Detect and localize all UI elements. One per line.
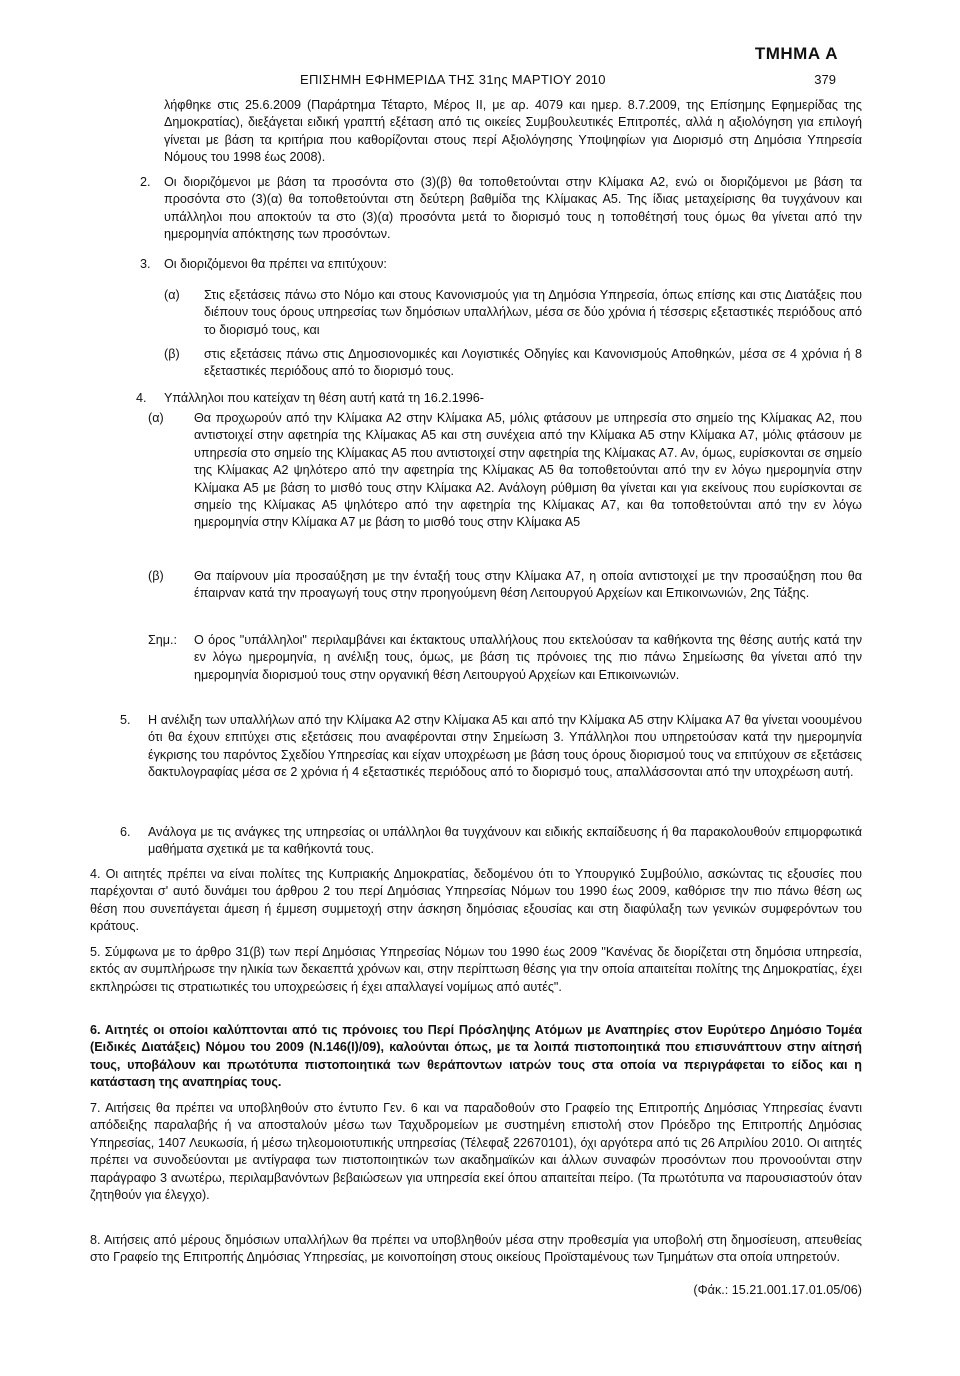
subitem-label: (β) <box>164 347 180 361</box>
item-number: 2. <box>140 175 151 189</box>
item-4a-text: Θα προχωρούν από την Κλίμακα Α2 στην Κλίμακα Α5, μόλις φτάσουν με υπηρεσία στο σημείο της Κλίμακας Α2, που αντιστοιχεί στην αφετηρία της Κλίμακας Α5 και στη συνέχεια από την Κλίμακα Α5 στην Κλίμακα Α7, μόλις φτάσουν με υπηρεσία στο σημείο της Κλίμακας Α5 που αντιστοιχεί στην αφετηρία της Κλίμακας Α7. Αν, όμως, ευρίσκονται σε σημείο της Κλίμακας Α2 ψηλότερο από την αφετηρία της Κλίμακας Α5 θα τοποθετούνται από την εν λόγω ημερομηνία στην Κλίμακα Α5 με βάση το μισθό τους στην Κλίμακα Α2. Ανάλογη ρύθμιση θα γίνεται και για εκείνους που ευρίσκονται σε σημείο της Κλίμακας Α5 ψηλότερο από την αφετηρία της Κλίμακας Α7, και θα τοποθετούνται από την εν λόγω ημερομηνία στην Κλίμακα Α7 με βάση το μισθό τους στην Κλίμακα Α5 <box>194 411 862 530</box>
section-6-paragraph: 6. Αιτητές οι οποίοι καλύπτονται από τις πρόνοιες του Περί Πρόσληψης Ατόμων με Αναπηρίες στον Ευρύτερο Δημόσιο Τομέα (Ειδικές Διατάξεις) Νόμου του 2009 (Ν.146(Ι)/09), καλούνται όπως, με τα λοιπά πιστοποιητικά που επισυνάπτουν στην αίτησή τους, υποβάλουν και πρωτότυπα πιστοποιητικά των θεράποντων ιατρών τους στα οποία να περιγράφεται το είδος και η κατάσταση της αναπηρίας τους. <box>90 1023 862 1090</box>
subitem-label: (β) <box>148 569 164 583</box>
item-4-text: Υπάλληλοι που κατείχαν τη θέση αυτή κατά τη 16.2.1996- <box>164 391 484 405</box>
section-8-paragraph: 8. Αιτήσεις από μέρους δημόσιων υπαλλήλων θα πρέπει να υποβληθούν μέσα στην προθεσμία για υποβολή στη δημοσίευση, απευθείας στο Γραφείο της Επιτροπής Δημόσιας Υπηρεσίας, με κοινοποίηση στους οικείους Προϊσταμένους των Τμημάτων στα οποία υπηρετούν. <box>90 1233 862 1265</box>
note-text: Ο όρος "υπάλληλοι" περιλαμβάνει και έκτακτους υπαλλήλους που εκτελούσαν τα καθήκοντα της θέσης αυτής κατά την εν λόγω ημερομηνία, η ανέλιξη τους, όμως, με βάση τις πρόνοιες της πιο πάνω Σημείωσης θα γίνεται από την ημερομηνία διορισμού τους στην οργανική θέση Λειτουργού Αρχείων και Επικοινωνιών. <box>194 633 862 682</box>
item-number: 6. <box>120 825 131 839</box>
note-label: Σημ.: <box>148 633 178 647</box>
item-number: 5. <box>120 713 131 727</box>
item-3b-text: στις εξετάσεις πάνω στις Δημοσιονομικές και Λογιστικές Οδηγίες και Κανονισμούς Αποθηκών, μέσα σε 4 χρόνια ή 8 εξεταστικές περιόδους από το διορισμό τους. <box>204 347 862 379</box>
intro-paragraph: λήφθηκε στις 25.6.2009 (Παράρτημα Τέταρτο, Μέρος ΙΙ, με αρ. 4079 και ημερ. 8.7.2009, της Επίσημης Εφημερίδας της Δημοκρατίας), διεξάγεται ειδική γραπτή εξέταση από τις οικείες Συμβουλευτικές Επιτροπές, αλλά η αξιολόγηση για επιλογή γίνεται με βάση τα κριτήρια που καθορίζονται στους περί Αξιολόγησης Υποψηφίων για Διορισμό στη Δημόσια Υπηρεσία Νόμους του 1998 έως 2008). <box>164 98 862 165</box>
item-number: 3. <box>140 257 151 271</box>
subitem-label: (α) <box>148 411 164 425</box>
page-number: 379 <box>814 72 836 87</box>
item-5-text: Η ανέλιξη των υπαλλήλων από την Κλίμακα Α2 στην Κλίμακα Α5 και από την Κλίμακα Α5 στην Κλίμακα Α7 θα γίνεται νοουμένου ότι θα έχουν επιτύχει στις εξετάσεις που αναφέρονται στην Σημείωση 3. Υπάλληλοι που υπηρετούσαν κατά την ημερομηνία έγκρισης του παρόντος Σχεδίου Υπηρεσίας και είχαν υποχρέωση με βάση τους όρους διορισμού τους να επιτύχουν σε εξετάσεις δακτυλογραφίας μέσα σε 2 χρόνια ή 4 εξεταστικές περιόδους από το διορισμό τους, απαλλάσσονται από την υποχρέωση αυτή. <box>148 713 862 780</box>
section-4-paragraph: 4. Οι αιτητές πρέπει να είναι πολίτες της Κυπριακής Δημοκρατίας, δεδομένου ότι το Υπουργικό Συμβούλιο, ασκώντας τις εξουσίες που παρέχονται σ' αυτό δυνάμει του άρθρου 2 του περί Δημόσιας Υπηρεσίας Νόμων του 1990 έως 2009, καθόρισε την πιο πάνω θέση ως θέση που συνεπάγεται άμεση ή έμμεση συμμετοχή στην άσκηση δημόσιας εξουσίας και στη διαφύλαξη των γενικών συμφερόντων του κράτους. <box>90 867 862 934</box>
item-4b-text: Θα παίρνουν μία προσαύξηση με την ένταξή τους στην Κλίμακα Α7, η οποία αντιστοιχεί με την προσαύξηση που θα έπαιρναν κατά την προαγωγή τους στην προηγούμενη θέση Λειτουργού Αρχείων και Επικοινωνιών, 2ης Τάξης. <box>194 569 862 601</box>
item-3a-text: Στις εξετάσεις πάνω στο Νόμο και στους Κανονισμούς για τη Δημόσια Υπηρεσία, όπως επίσης και στις Διατάξεις που διέπουν τους όρους υπηρεσίας των δημόσιων υπαλλήλων, μέσα σε δύο χρόνια ή τέσσερις εξεταστικές περιόδους από το διορισμό τους, και <box>204 288 862 337</box>
section-5-paragraph: 5. Σύμφωνα με το άρθρο 31(β) των περί Δημόσιας Υπηρεσίας Νόμων του 1990 έως 2009 "Κανένας δε διορίζεται στη δημόσια υπηρεσία, εκτός αν συμπλήρωσε την ηλικία των δεκαεπτά χρόνων και, στην περίπτωση θέσης για την οποία απαιτείται πολίτης της Δημοκρατίας, έχει εκπληρώσει τις στρατιωτικές του υποχρεώσεις ή έχει απαλλαγεί νομίμως από αυτές". <box>90 945 862 994</box>
item-3-text: Οι διοριζόμενοι θα πρέπει να επιτύχουν: <box>164 257 387 271</box>
item-number: 4. <box>136 391 147 405</box>
gazette-title: ΕΠΙΣΗΜΗ ΕΦΗΜΕΡΙΔΑ ΤΗΣ 31ης ΜΑΡΤΙΟΥ 2010 <box>300 72 606 87</box>
file-reference: (Φάκ.: 15.21.001.17.01.05/06) <box>693 1283 862 1297</box>
section-7-paragraph: 7. Αιτήσεις θα πρέπει να υποβληθούν στο έντυπο Γεν. 6 και να παραδοθούν στο Γραφείο της Επιτροπής Δημόσιας Υπηρεσίας έναντι απόδειξης παραλαβής ή να αποσταλούν μέσω των Ταχυδρομείων με συστημένη επιστολή στον Πρόεδρο της Επιτροπής Δημόσιας Υπηρεσίας, 1407 Λευκωσία, ή μέσω τηλεομοιοτυπικής υπηρεσίας (Τέλεφαξ 22670101), όχι αργότερα από τις 26 Απριλίου 2010. Οι αιτητές πρέπει να συνοδεύονται με αντίγραφα των πιστοποιητικών των ακαδημαϊκών και άλλων συναφών προσόντων που προνοούνται στην παράγραφο 3 ανωτέρω, περιλαμβανόντων βεβαιώσεων για υπηρεσία εκεί όπου απαιτείται πείρο. (Τα πρωτότυπα να παρουσιαστούν όταν ζητηθούν για έλεγχο). <box>90 1101 862 1203</box>
section-title: ΤΜΗΜΑ Α <box>754 44 838 63</box>
item-2-text: Οι διοριζόμενοι με βάση τα προσόντα στο (3)(β) θα τοποθετούνται στην Κλίμακα Α2, ενώ οι διοριζόμενοι με βάση τα προσόντα στο (3)(α) θα τοποθετούνται στη δεύτερη βαθμίδα της Κλίμακας Α5. Της ίδιας μεταχείρισης θα τυγχάνουν και υπάλληλοι που αποκτούν τα στο (3)(α) προσόντα μετά το διορισμό τους η τοποθέτησή τους όμως θα γίνεται από την ημερομηνία απόκτησης των προσόντων. <box>164 175 862 242</box>
subitem-label: (α) <box>164 288 180 302</box>
item-6-text: Ανάλογα με τις ανάγκες της υπηρεσίας οι υπάλληλοι θα τυγχάνουν και ειδικής εκπαίδευσης ή θα παρακολουθούν επιμορφωτικά μαθήματα σχετικά με τα καθήκοντά τους. <box>148 825 862 857</box>
